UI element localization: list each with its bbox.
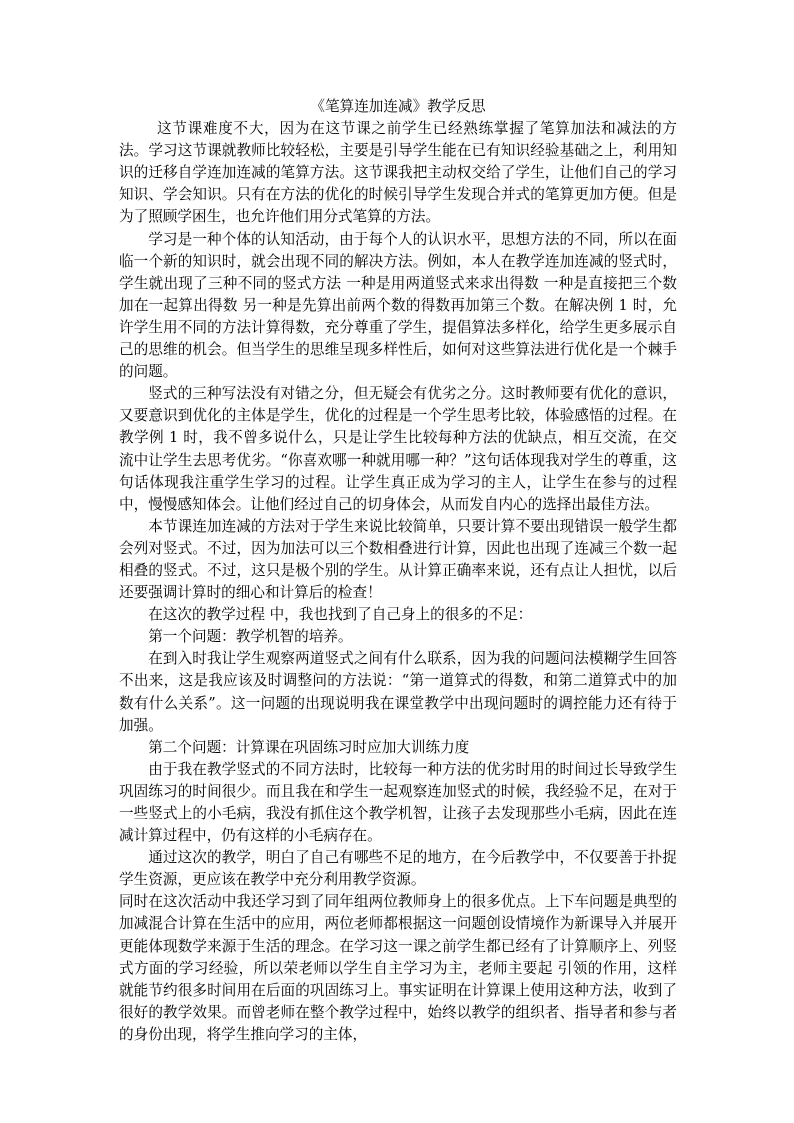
paragraph-7: 在到入时我让学生观察两道竖式之间有什么联系，因为我的问题问法模糊学生回答不出来，这是我应该及时调整问的方法说：“第一道算式的得数，和第二道算式中的加数有什么关系”。这一问题的出现说明我在课堂教学中出现问题时的调控能力还有待于加强。 <box>119 650 677 734</box>
paragraph-2: 学习是一种个体的认知活动，由于每个人的认识水平，思想方法的不同，所以在面临一个新的知识时，就会出现不同的解决方法。例如，本人在教学连加连减的竖式时，学生就出现了三种不同的竖式方法 一种是用两道竖式来求出得数 一种是直接把三个数加在一起算出得数 另一种是先算出前两个数的得数再加第三个数。在解决例 1 时，允许学生用不同的方法计算得数，充分尊重了学生，提倡算法多样化，给学生更多展示自己的思维的机会。但当学生的思维呈现多样性后，如何对这些算法进行优化是一个棘手的问题。 <box>119 230 677 381</box>
paragraph-1: 这节课难度不大，因为在这节课之前学生已经熟练掌握了笔算加法和减法的方法。学习这节课就教师比较轻松，主要是引导学生能在已有知识经验基础之上，利用知识的迁移自学连加连减的笔算方法。这节课我把主动权交给了学生，让他们自己的学习知识、学会知识。只有在方法的优化的时候引导学生发现合并式的笔算更加方便。但是为了照顾学困生，也允许他们用分式笔算的方法。 <box>119 120 677 226</box>
document-title: 《笔算连加连减》教学反思 <box>310 98 486 115</box>
paragraph-9: 由于我在教学竖式的不同方法时，比较每一种方法的优劣时用的时间过长导致学生巩固练习的时间很少。而且我在和学生一起观察连加竖式的时候，我经验不足，在对于一些竖式上的小毛病，我没有抓住这个教学机智，让孩子去发现那些小毛病，因此在连减计算过程中，仍有这样的小毛病存在。 <box>119 760 677 845</box>
document-body <box>119 96 677 1046</box>
paragraph-4: 本节课连加连减的方法对于学生来说比较简单，只要计算不要出现错误一般学生都会列对竖式。不过，因为加法可以三个数相叠进行计算，因此也出现了连减三个数一起相叠的竖式。不过，这只是极个别的学生。从计算正确率来说，还有点让人担忧，以后还要强调计算时的细心和计算后的检查！ <box>119 517 677 602</box>
paragraph-6-heading: 第一个问题：教学机智的培养。 <box>148 628 353 646</box>
paragraph-10: 通过这次的教学，明白了自己有哪些不足的地方，在今后教学中，不仅要善于扑捉学生资源，更应该在教学中充分利用教学资源。 <box>119 849 677 889</box>
paragraph-3: 竖式的三种写法没有对错之分，但无疑会有优劣之分。这时教师要有优化的意识，又要意识到优化的主体是学生，优化的过程是一个学生思考比较，体验感悟的过程。在教学例 1 时，我不曾多说什么，只是让学生比较每种方法的优缺点，相互交流，在交流中让学生去思考优劣。“你喜欢哪一种就用哪一种？”这句话体现我对学生的尊重，这句话体现我注重学生学习的过程。让学生真正成为学习的主人，让学生在参与的过程中，慢慢感知体会。让他们经过自己的切身体会，从而发自内心的选择出最佳方法。 <box>119 385 677 513</box>
paragraph-5: 在这次的教学过程 中，我也找到了自己身上的很多的不足： <box>148 606 533 624</box>
paragraph-11: 同时在这次活动中我还学习到了同年组两位教师身上的很多优点。上下车问题是典型的加减混合计算在生活中的应用，两位老师都根据这一问题创设情境作为新课导入并展开更能体现数学来源于生活的理念。在学习这一课之前学生都已经有了计算顺序上、列竖式方面的学习经验，所以荣老师以学生自主学习为主，老师主要起 引领的作用，这样就能节约很多时间用在后面的巩固练习上。事实证明在计算课上使用这种方法，收到了很好的教学效果。而曾老师在整个教学过程中，始终以教学的组织者、指导者和参与者的身份出现，将学生推向学习的主体， <box>119 893 677 1043</box>
paragraph-8-heading: 第二个问题：计算课在巩固练习时应加大训练力度 <box>148 738 470 756</box>
